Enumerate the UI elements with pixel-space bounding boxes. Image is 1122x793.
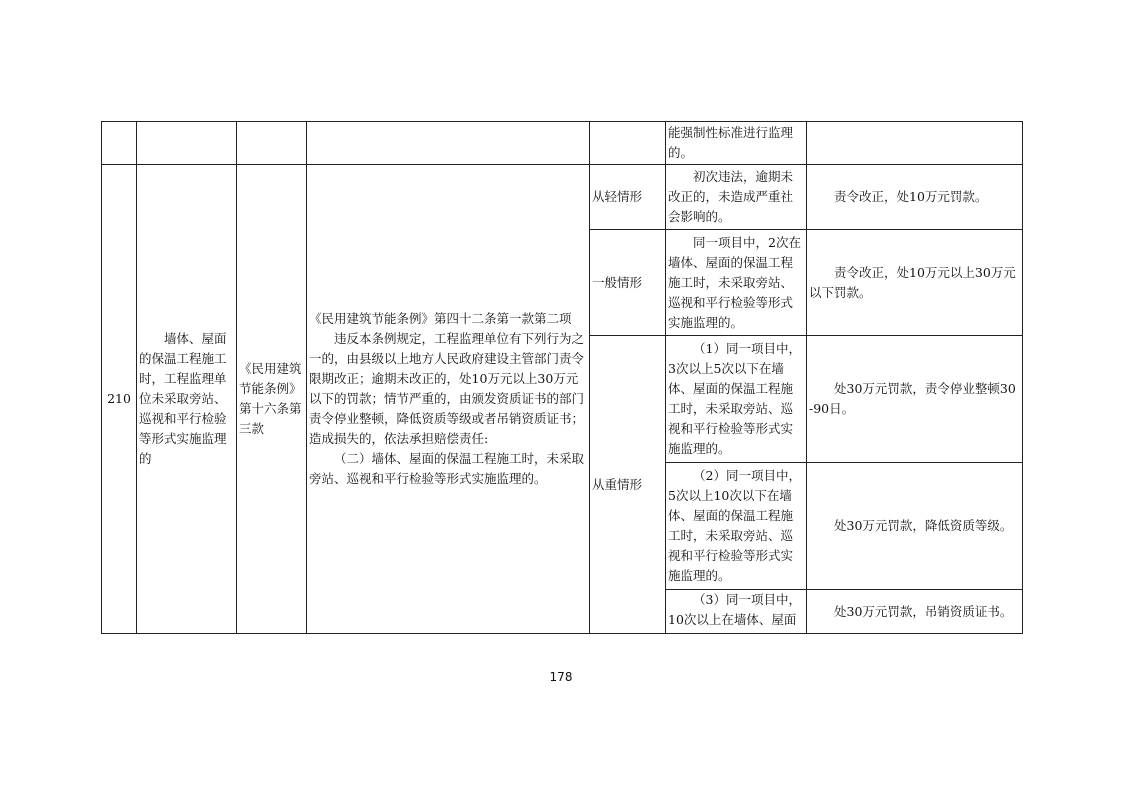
level-condition: （3）同一项目中，10次以上在墙体、屋面 [666, 590, 807, 634]
table-row [102, 165, 1023, 230]
continued-law-cell [307, 122, 590, 165]
continued-number-cell [102, 122, 137, 165]
level-name: 从轻情形 [590, 165, 666, 230]
continued-penalty-cell [807, 122, 1023, 165]
violation-description: 墙体、屋面的保温工程施工时，工程监理单位未采取旁站、巡视和平行检验等形式实施监理的 [137, 165, 237, 634]
continued-row [102, 122, 1023, 165]
page-number: 178 [549, 670, 573, 684]
law-title: 《民用建筑节能条例》第四十二条第一款第二项 [309, 311, 572, 326]
continued-basis-cell [237, 122, 307, 165]
law-body: 违反本条例规定，工程监理单位有下列行为之一的，由县级以上地方人民政府建设主管部门责令限期改正；逾期未改正的，处10万元以上30万元以下的罚款；情节严重的，由颁发资质证书的部门责令停业整顿，降低资质等级或者吊销资质证书；造成损失的，依法承担赔偿责任: [309, 331, 585, 446]
level-name: 从重情形 [590, 336, 666, 634]
level-condition: 同一项目中，2次在墙体、屋面的保温工程施工时，未采取旁站、巡视和平行检验等形式实施监理的。 [666, 230, 807, 336]
level-condition: 初次违法，逾期未改正的，未造成严重社会影响的。 [666, 165, 807, 230]
level-penalty: 处30万元罚款，责令停业整顿30-90日。 [807, 336, 1023, 463]
continued-condition-cell: 能强制性标准进行监理的。 [666, 122, 807, 165]
penalty-provision [307, 165, 590, 634]
level-name: 一般情形 [590, 230, 666, 336]
item-number: 210 [102, 165, 137, 634]
legal-basis: 《民用建筑节能条例》第十六条第三款 [237, 165, 307, 634]
law-item: （二）墙体、屋面的保温工程施工时，未采取旁站、巡视和平行检验等形式实施监理的。 [309, 451, 585, 486]
level-penalty: 责令改正，处10万元罚款。 [807, 165, 1023, 230]
level-penalty: 处30万元罚款，降低资质等级。 [807, 463, 1023, 590]
continued-violation-cell [137, 122, 237, 165]
level-condition: （2）同一项目中，5次以上10次以下在墙体、屋面的保温工程施工时，未采取旁站、巡视和平行检验等形式实施监理的。 [666, 463, 807, 590]
level-penalty: 处30万元罚款，吊销资质证书。 [807, 590, 1023, 634]
penalty-standard-table [101, 121, 1023, 634]
level-condition: （1）同一项目中，3次以上5次以下在墙体、屋面的保温工程施工时，未采取旁站、巡视和平行检验等形式实施监理的。 [666, 336, 807, 463]
continued-level-cell [590, 122, 666, 165]
level-penalty: 责令改正，处10万元以上30万元以下罚款。 [807, 230, 1023, 336]
